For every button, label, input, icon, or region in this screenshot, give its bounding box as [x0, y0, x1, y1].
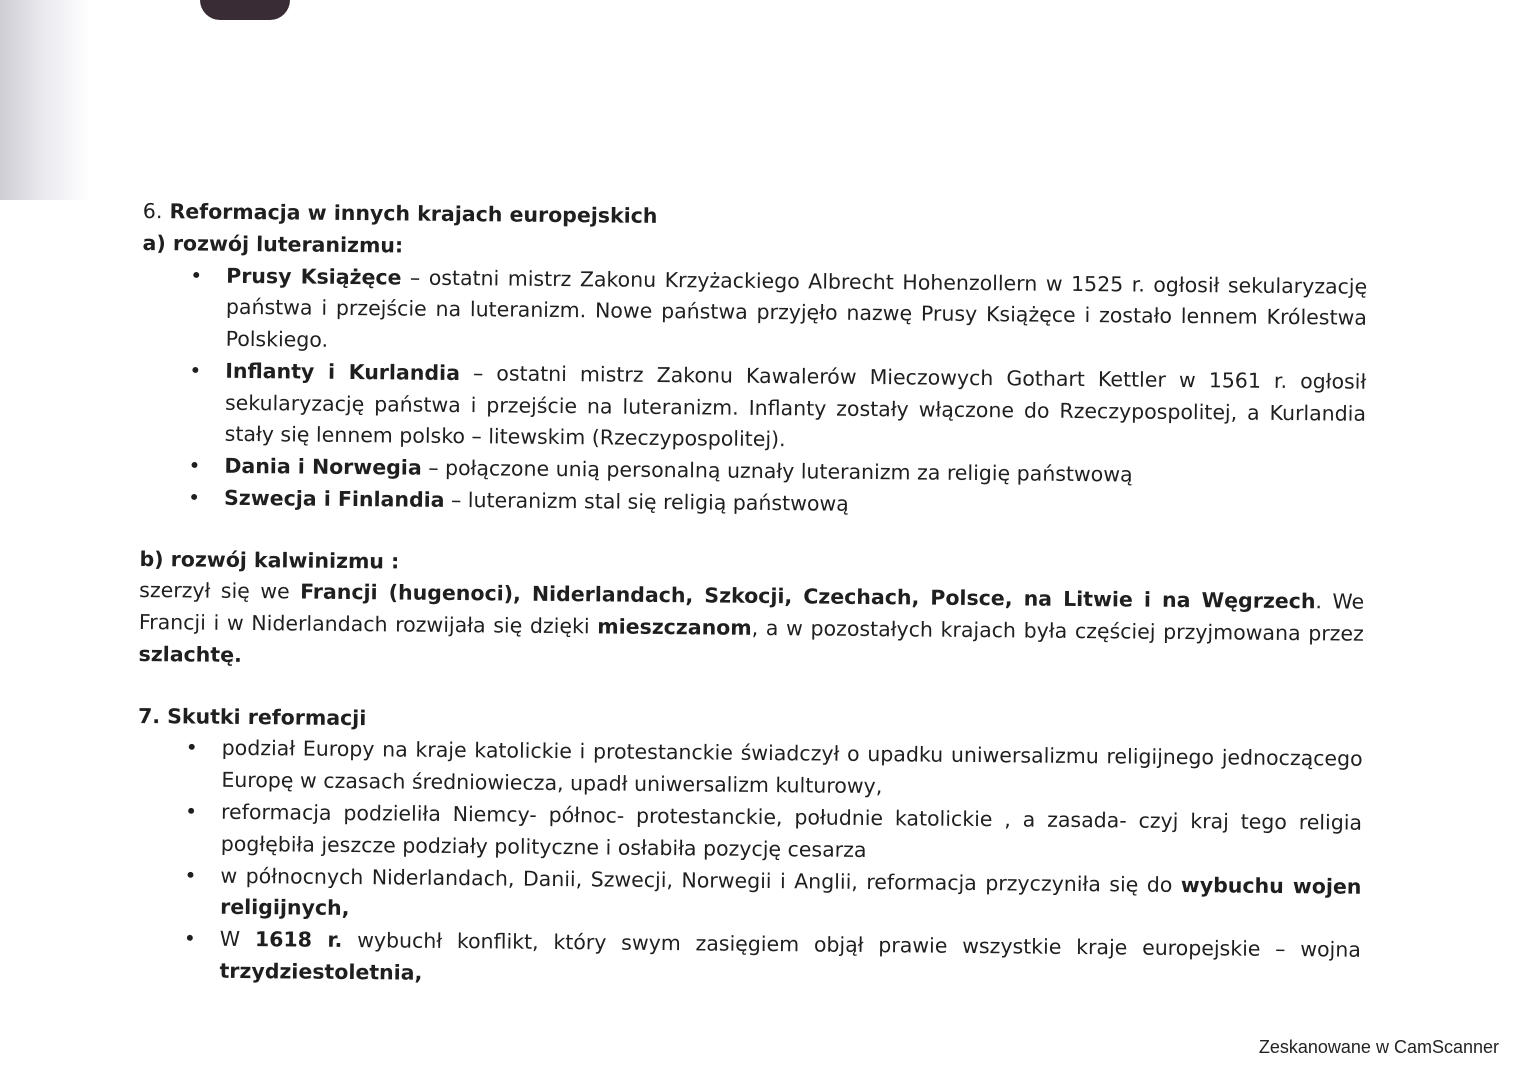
camscanner-watermark: Zeskanowane w CamScanner [1258, 1037, 1499, 1057]
list-item: • Prusy Książęce – ostatni mistrz Zakonu Krzyżackiego Albrecht Hohenzollern w 1525 r. ogłosił sekularyzację państwa i przejście na luteranizm. Nowe państwa przyjęło nazwę Prusy Książęce i zostało lennem Królestwa Polskiego. [225, 260, 1367, 366]
section-7-heading: 7. Skutki reformacji [137, 703, 367, 730]
subsection-b-heading: b) rozwój kalwinizmu : [139, 546, 400, 574]
list-item: • Inflanty i Kurlandia – ostatni mistrz Zakonu Kawalerów Mieczowych Gothart Kettler w 1561 r. ogłosił sekularyzację państwa i przejście na luteranizm. Inflanty zostały włączone do Rzeczypospolitej, a Kurlandia stały się lennem polsko – litewskim (Rzeczypospolitej). [225, 356, 1367, 462]
document-body [135, 196, 1368, 998]
section-6-heading: 6. Reformacja w innych krajach europejskich [142, 198, 658, 228]
list-item: • w północnych Niderlandach, Danii, Szwecji, Norwegii i Anglii, reformacja przyczyniła się do wybuchu wojen religijnych, [220, 860, 1362, 934]
scan-shadow [0, 0, 90, 200]
effects-list [135, 732, 1362, 998]
lutheranism-list [140, 260, 1367, 526]
list-item: • reformacja podzieliła Niemcy- północ- protestanckie, południe katolickie , a zasada- czyj kraj tego religia pogłębiła jeszcze podziały polityczne i osłabiła pozycję cesarza [221, 797, 1363, 871]
subsection-a-heading: a) rozwój luteranizmu: [142, 230, 404, 258]
list-item: • podział Europy na kraje katolickie i protestanckie świadczył o upadku uniwersalizmu religijnego jednoczącego Europę w czasach średniowiecza, upadł uniwersalizm kulturowy, [221, 733, 1363, 807]
list-item: • Szwecja i Finlandia – luteranizm stal się religią państwową [224, 483, 1365, 526]
scan-edge [200, 0, 290, 20]
list-item: • Dania i Norwegia – połączone unią personalną uznały luteranizm za religię państwową [224, 451, 1365, 494]
calvinism-paragraph: szerzył się we Francji (hugenoci), Niderlandach, Szkocji, Czechach, Polsce, na Litwie i na Węgrzech. We Francji i w Niderlandach rozwijała się dzięki mieszczanom, a w pozostałych krajach była częściej przyjmowana przez szlachtę. [138, 578, 1365, 667]
list-item: • W 1618 r. wybuchł konflikt, który swym zasięgiem objął prawie wszystkie kraje europejskie – wojna trzydziestoletnia, [219, 924, 1361, 998]
